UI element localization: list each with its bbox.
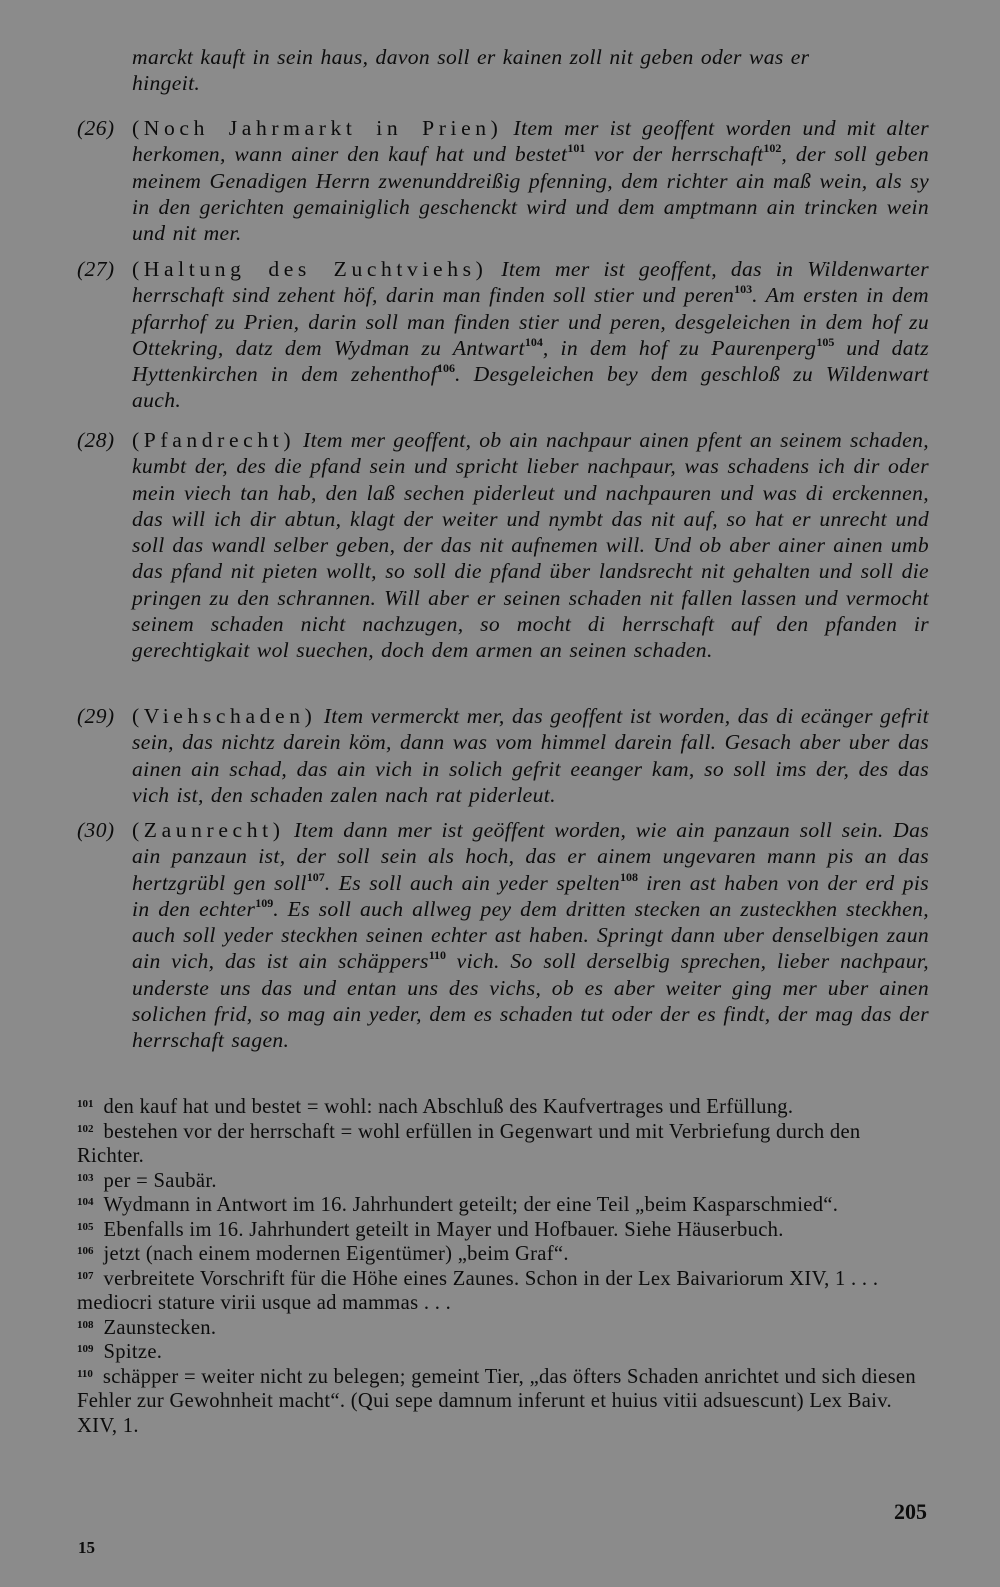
footnote-number: 101 [77, 1098, 94, 1110]
paragraph-text: vor der herrschaft [585, 142, 764, 167]
footnote-106 [77, 1242, 929, 1267]
footnote-ref[interactable]: 108 [620, 869, 638, 884]
intro-line-2: hingeit. [132, 71, 201, 96]
paragraph-text: . Es soll auch allweg pey dem dritten stecken an zusteckhen steckhen, auch soll yeder steckhen seinen echter ast haben. Springt dann uber denselbigen zaun ain vich, das ist ain schäppers [132, 896, 929, 974]
intro-line-1: marckt kauft in sein haus, davon soll er kainen zoll nit geben oder was er [132, 45, 810, 69]
footnote-number: 109 [77, 1343, 94, 1355]
paragraph-27 [77, 256, 929, 414]
footnote-ref[interactable]: 106 [437, 361, 456, 376]
footnote-ref[interactable]: 102 [763, 141, 782, 156]
paragraph-number: (30) [77, 818, 115, 842]
footnote-102 [77, 1120, 929, 1169]
paragraph-text: Item mer geoffent, ob ain nachpaur ainen pfent an seinem schaden, kumbt der, des die pfand sein und spricht lieber nachpaur, was schadens ich dir oder mein viech tan hab, den laß sechen piderleut und nachpauren und was di erckennen, das will ich dir abtun, klagt der weiter und nymbt das nit auf, so hat er unrecht und soll das wandl selber geben, der das nit aufnemen will. Und ob aber ainer ainen umb das pfand nit pieten wollt, so soll die pfand über landsrecht nit gehalten und soll die pringen zu den schrannen. Will aber er seinen schaden nit fallen lassen und vermocht seinem schaden nicht nachzugen, so mocht di herrschaft auf den pfanden ir gerechtigkait wol suechen, doch dem armen an seinen schaden. [132, 428, 929, 663]
paragraph-text: Item mer ist geoffent worden und mit alter herkomen, wann ainer den kauf hat und bestet [132, 116, 929, 167]
footnote-ref[interactable]: 105 [816, 334, 835, 349]
footnote-104 [77, 1193, 929, 1218]
footnote-number: 103 [77, 1171, 94, 1184]
footnote-ref[interactable]: 104 [524, 334, 543, 349]
paragraph-body [132, 427, 929, 664]
footnote-103 [77, 1169, 929, 1194]
paragraph-number: (28) [77, 428, 115, 452]
paragraph-number: (27) [77, 257, 115, 281]
footnote-number: 104 [77, 1196, 94, 1208]
footnote-text: jetzt (nach einem modernen Eigentümer) „beim Graf“. [103, 1243, 569, 1265]
footnote-text: verbreitete Vorschrift für die Höhe eines Zaunes. Schon in der Lex Baivariorum XIV, 1 . . . mediocri stature virii usque ad mammas . . . [77, 1267, 879, 1314]
footnote-text: den kauf hat und bestet = wohl: nach Abschluß des Kaufvertrages und Erfüllung. [103, 1096, 794, 1118]
footnote-ref[interactable]: 109 [255, 895, 274, 910]
footnote-ref[interactable]: 101 [567, 141, 586, 156]
paragraph-heading: (Noch Jahrmarkt in Prien) [132, 116, 503, 140]
footnote-text: Wydmann in Antwort im 16. Jahrhundert geteilt; der eine Teil „beim Kasparschmied“. [103, 1194, 839, 1216]
paragraph-text: , der soll geben meinem Genadigen Herrn zwenunddreißig pfenning, dem richter ain maß wein, als sy in den gerichten gemainiglich geschenckt wird und dem amptmann ain trincken wein und nit mer. [132, 142, 929, 246]
paragraph-number: (26) [77, 116, 115, 140]
footnote-105 [77, 1218, 929, 1243]
footnote-109 [77, 1340, 929, 1365]
footnote-ref[interactable]: 103 [734, 282, 753, 297]
paragraph-text: , in dem hof zu Paurenperg [542, 335, 817, 360]
footnote-110 [77, 1365, 929, 1439]
paragraph-text: Item dann mer ist geöffent worden, wie ain panzaun soll sein. Das ain panzaun ist, der soll sein als hoch, das er ainem ungevaren mann pis an das hertzgrübl gen soll [132, 818, 929, 895]
paragraph-body [132, 817, 929, 1054]
sheet-signature-mark: 15 [78, 1538, 95, 1557]
paragraph-heading: (Pfandrecht) [132, 428, 296, 452]
footnote-number: 105 [77, 1220, 94, 1233]
footnote-text: bestehen vor der herrschaft = wohl erfüllen in Gegenwart und mit Verbriefung durch den Richter. [77, 1120, 861, 1167]
paragraph-heading: (Zaunrecht) [132, 818, 285, 842]
footnote-ref[interactable]: 110 [428, 948, 447, 963]
paragraph-text: iren ast haben von der erd pis in den echter [132, 870, 929, 921]
paragraph-text: . Desgeleichen bey dem geschloß zu Wildenwart auch. [132, 362, 929, 413]
paragraph-heading: (Viehschaden) [132, 704, 317, 728]
footnote-107 [77, 1267, 929, 1316]
footnote-number: 110 [77, 1367, 93, 1380]
paragraph-body [132, 115, 929, 246]
footnote-number: 102 [77, 1122, 94, 1135]
paragraph-body [132, 256, 929, 414]
footnote-ref[interactable]: 107 [306, 869, 325, 884]
paragraph-body [132, 703, 929, 808]
footnote-101 [77, 1095, 929, 1120]
paragraph-number: (29) [77, 704, 115, 728]
footnote-108 [77, 1316, 929, 1341]
paragraph-text: Item vermerckt mer, das geoffent ist worden, das di ecänger gefrit sein, das nichtz darein köm, dann was vom himmel darein fall. Gesach aber uber das ainen ain schad, das ain vich in solich gefrit eeanger kam, so soll ims der, des das vich ist, den schaden zalen nach rat piderleut. [132, 704, 929, 807]
paragraph-28 [77, 427, 929, 664]
paragraph-29 [77, 703, 929, 808]
paragraph-text: Item mer ist geoffent, das in Wildenwarter herrschaft sind zehent höf, darin man finden soll stier und peren [132, 257, 929, 308]
footnote-text: Zaunstecken. [103, 1316, 217, 1339]
paragraph-heading: (Haltung des Zuchtviehs) [132, 257, 488, 281]
footnote-text: Ebenfalls im 16. Jahrhundert geteilt in Mayer und Hofbauer. Siehe Häuserbuch. [103, 1218, 784, 1241]
page-number: 205 [894, 1499, 927, 1524]
intro-paragraph [77, 44, 929, 97]
paragraph-text: und datz Hyttenkirchen in dem zehenthof [132, 335, 929, 387]
footnote-number: 108 [77, 1318, 94, 1331]
paragraph-text: . Es soll auch ain yeder spelten [324, 870, 620, 895]
paragraph-26 [77, 115, 929, 246]
footnotes [77, 1095, 929, 1438]
footnote-text: per = Saubär. [103, 1169, 217, 1192]
paragraph-30 [77, 817, 929, 1054]
footnote-text: schäpper = weiter nicht zu belegen; gemeint Tier, „das öfters Schaden anrichtet und sich diesen Fehler zur Gewohnheit macht“. (Qui sepe damnum inferunt et huius vitii adsuescunt) Lex Baiv. XIV, 1. [77, 1365, 916, 1437]
footnote-text: Spitze. [103, 1341, 163, 1363]
footnote-number: 106 [77, 1245, 94, 1257]
paragraph-text: vich. So soll derselbig sprechen, lieber nachpaur, underste uns das und entan uns des vichs, ob es aber weiter ging mer uber ainen solichen frid, so mag ain yeder, dem es schaden tut oder der es findt, der mag das der herrschaft sagen. [132, 949, 930, 1053]
footnote-number: 107 [77, 1269, 94, 1282]
paragraph-text: . Am ersten in dem pfarrhof zu Prien, darin soll man finden stier und peren, desgeleichen in dem hof zu Ottekring, datz dem Wydman zu Antwart [132, 283, 929, 360]
